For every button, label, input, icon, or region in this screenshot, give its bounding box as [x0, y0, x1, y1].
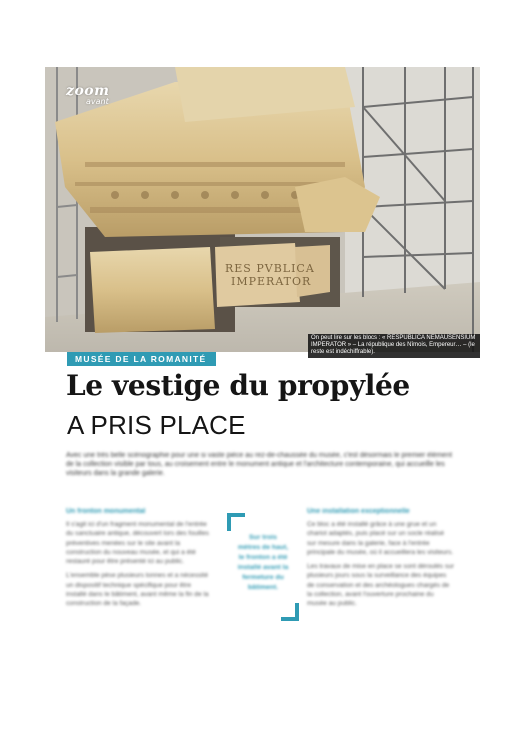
photo-illustration [45, 67, 480, 352]
photo-caption: On peut lire sur les blocs : « RESPUBLICA NEMAUSENSIUM IMPERATOR » – La république des Nîmois, Empereur… – (le reste est indéchiffrable). [308, 334, 480, 358]
feature-photo [45, 67, 480, 352]
pull-quote [227, 513, 299, 621]
category-band: MUSÉE DE LA ROMANITÉ [67, 352, 216, 366]
headline-line-1: Le vestige du propylée [66, 369, 410, 402]
right-column-paragraph: Les travaux de mise en place se sont déroulés sur plusieurs jours sous la surveillance des équipes de conservation et des archéologues chargés de la collection, avant l'ouverture prochaine du musée au public. [307, 563, 454, 608]
left-column-heading: Un fronton monumental [66, 508, 146, 515]
zoom-subtitle: avant [86, 97, 109, 106]
right-column-paragraph: Ce bloc a été installé grâce à une grue et un chariot adaptés, puis placé sur un socle réalisé sur mesure dans la galerie, face à l'entrée principale du musée, où il accueillera les visiteurs. [307, 521, 454, 556]
body-column-left [66, 507, 211, 614]
headline-line-2: A PRIS PLACE [67, 410, 246, 440]
right-column-heading: Une installation exceptionnelle [307, 508, 410, 515]
inscription-line-2: IMPERATOR [231, 275, 312, 288]
inscription-line-1: RES PVBLICA [225, 262, 315, 275]
pull-quote-text: Sur trois mètres de haut, le fronton a été installé avant la fermeture du bâtiment. [237, 534, 289, 591]
quote-corner-top-left [227, 513, 245, 531]
left-column-paragraph: Il s'agit ici d'un fragment monumental de l'entrée du sanctuaire antique, découvert lors des fouilles préventives menées sur le site avant la construction du nouveau musée, et qui a été restauré pour être présenté ici au public. [66, 521, 209, 566]
body-column-right [307, 507, 455, 614]
lede-paragraph: Avec une très belle scénographie pour une si vaste pièce au rez-de-chaussée du musée, c'est désormais le premier élément de la collection visible par tous, au croisement entre le monument antique et l'architecture contemporaine, qui accueille les visiteurs dans la grande galerie. [66, 452, 453, 477]
quote-corner-bottom-right [281, 603, 299, 621]
zoom-logo: zoom [66, 83, 110, 99]
left-column-paragraph: L'ensemble pèse plusieurs tonnes et a nécessité un dispositif technique spécifique pour être installé dans le bâtiment, avant même la fin de la construction de la façade. [66, 572, 209, 608]
